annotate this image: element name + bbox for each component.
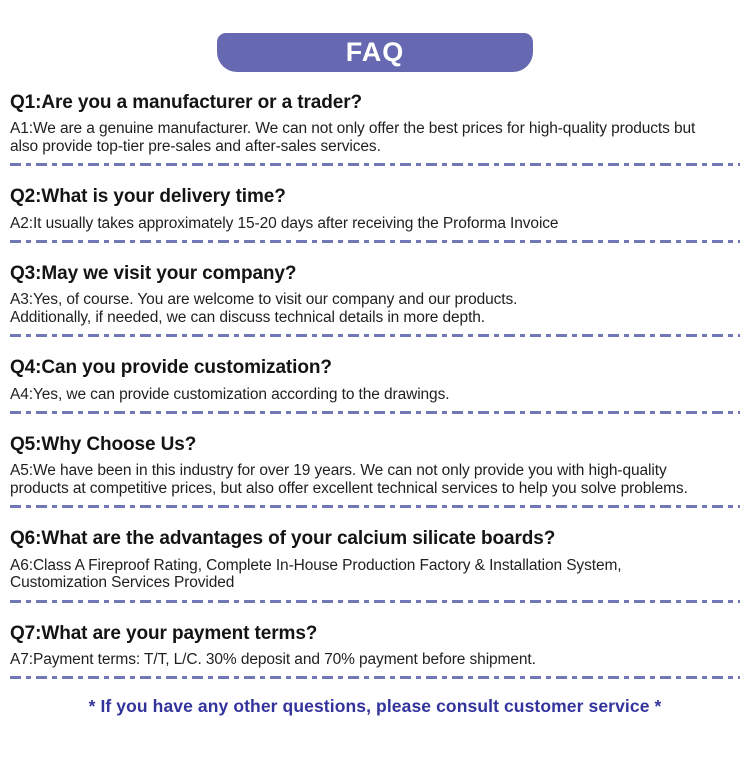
faq-question: Q6:What are the advantages of your calcium silicate boards? [10,528,556,550]
faq-answer [10,291,740,326]
faq-answer [10,386,740,404]
dashed-divider [10,676,740,679]
faq-answer-line: A3:Yes, of course. You are welcome to visit our company and our products. [10,291,518,309]
dashed-divider [10,334,740,337]
faq-question: Q1:Are you a manufacturer or a trader? [10,92,363,113]
faq-answer [10,557,740,592]
dashed-divider [10,411,740,414]
footer-note: * If you have any other questions, please consult customer service * [88,696,662,717]
faq-answer-line: products at competitive prices, but also offer excellent technical services to help you solve problems. [10,479,688,497]
faq-item [10,92,740,166]
faq-answer-line: A4:Yes, we can provide customization according to the drawings. [10,385,450,403]
faq-header-banner [217,33,533,72]
faq-question: Q2:What is your delivery time? [10,186,286,208]
faq-item [10,528,740,602]
faq-list [0,92,750,679]
faq-item [10,186,740,243]
faq-answer-line: A7:Payment terms: T/T, L/C. 30% deposit and 70% payment before shipment. [10,650,536,668]
faq-question: Q7:What are your payment terms? [10,622,318,644]
faq-answer [10,215,740,233]
faq-item [10,263,740,337]
faq-answer-line: Customization Services Provided [10,574,235,592]
faq-question: Q4:Can you provide customization? [10,357,332,379]
faq-answer-line: also provide top-tier pre-sales and after-sales services. [10,137,381,155]
faq-question: Q3:May we visit your company? [10,263,297,285]
dashed-divider [10,163,740,166]
faq-item [10,434,740,508]
faq-item [10,357,740,414]
faq-answer [10,651,740,669]
faq-answer-line: A1:We are a genuine manufacturer. We can not only offer the best prices for high-quality products but [10,120,696,138]
faq-title: FAQ [345,37,405,67]
faq-question: Q5:Why Choose Us? [10,434,197,456]
faq-answer [10,462,740,497]
faq-answer-line: A6:Class A Fireproof Rating, Complete In-House Production Factory & Installation System, [10,556,622,574]
faq-answer-line: A5:We have been in this industry for over 19 years. We can not only provide you with high-quality [10,462,667,480]
faq-answer-line: Additionally, if needed, we can discuss technical details in more depth. [10,308,486,326]
faq-answer-line: A2:It usually takes approximately 15-20 days after receiving the Proforma Invoice [10,214,559,232]
faq-item [10,623,740,680]
dashed-divider [10,600,740,603]
dashed-divider [10,240,740,243]
dashed-divider [10,505,740,508]
faq-answer [10,120,740,155]
